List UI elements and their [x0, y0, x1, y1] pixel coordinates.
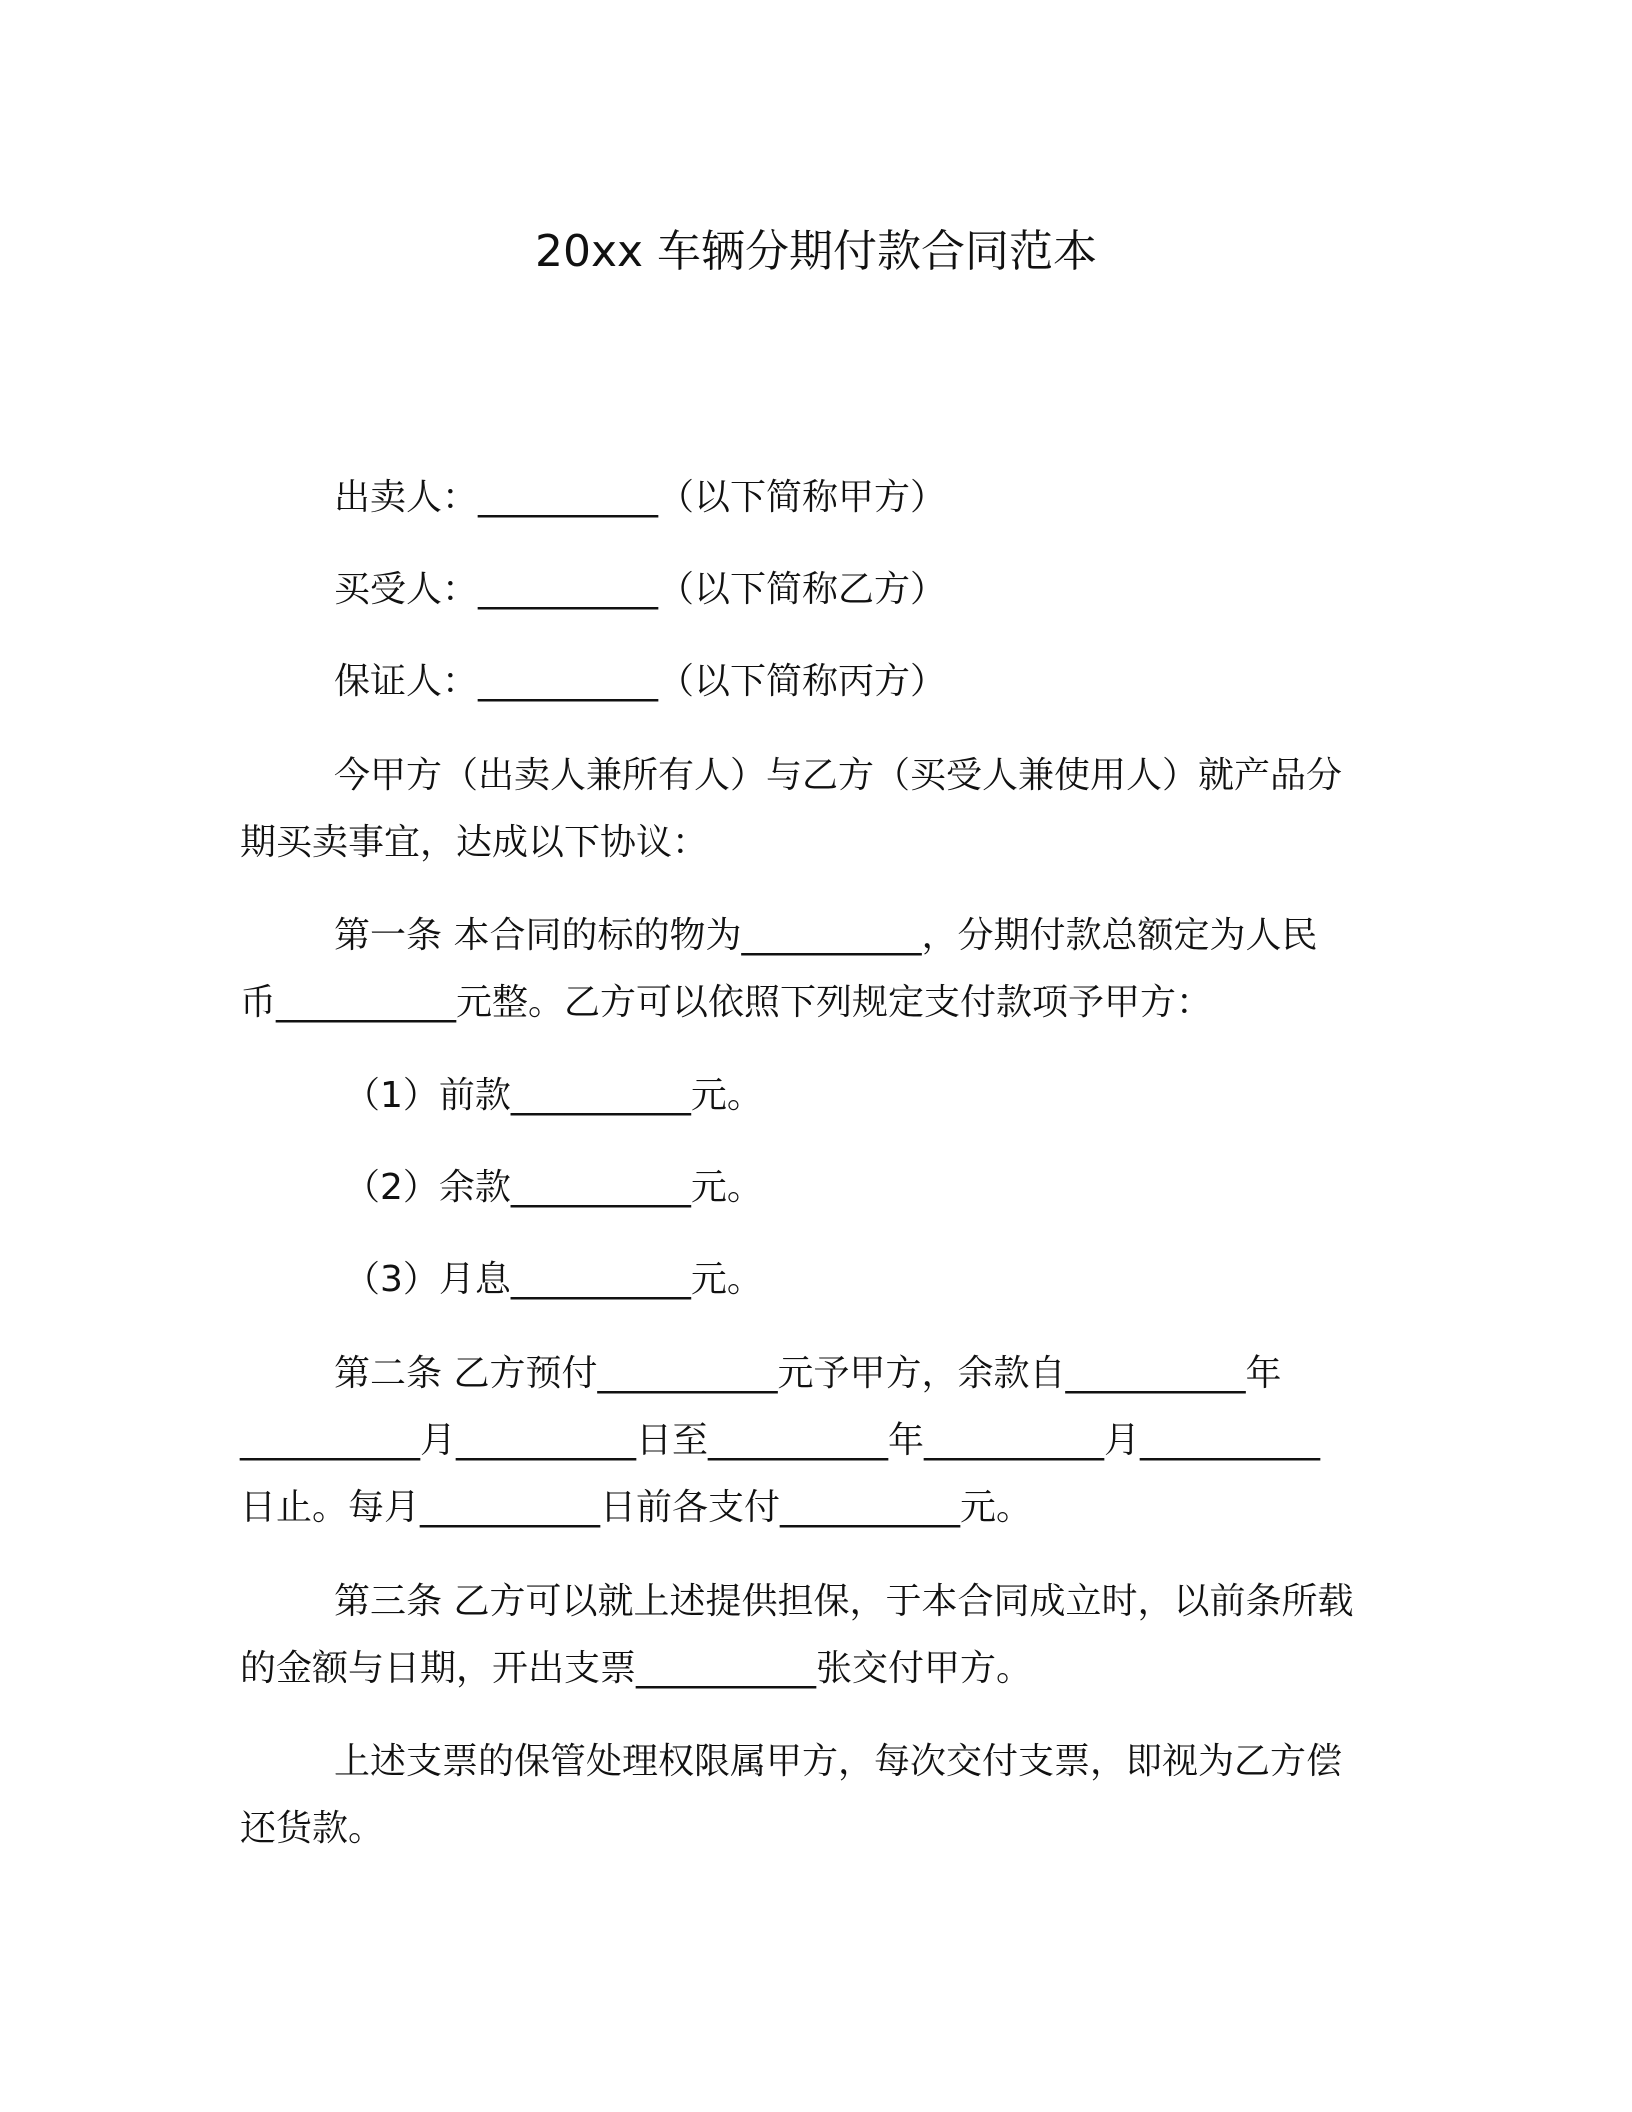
check-clause [240, 1728, 1392, 1862]
article-2 [240, 1340, 1392, 1541]
payment-item-monthly-interest: （3）月息__________元。 [344, 1259, 763, 1300]
payment-item-balance: （2）余款__________元。 [344, 1167, 763, 1208]
check-clause-line-2: 还货款。 [240, 1808, 385, 1849]
article-3 [240, 1568, 1392, 1702]
intro-line-2: 期买卖事宜，达成以下协议： [240, 822, 709, 863]
check-clause-line-1: 上述支票的保管处理权限属甲方，每次交付支票，即视为乙方偿 [334, 1741, 1343, 1782]
article-2-line-3: 日止。每月__________日前各支付__________元。 [240, 1487, 1033, 1528]
party-guarantor: 保证人：__________（以下简称丙方） [334, 661, 947, 702]
article-3-line-2: 的金额与日期，开出支票__________张交付甲方。 [240, 1648, 1033, 1689]
party-seller: 出卖人：__________（以下简称甲方） [334, 477, 947, 518]
article-1 [240, 902, 1392, 1036]
article-2-line-1: 第二条 乙方预付__________元予甲方，余款自__________年 [334, 1353, 1282, 1394]
intro-line-1: 今甲方（出卖人兼所有人）与乙方（买受人兼使用人）就产品分 [334, 755, 1343, 796]
payment-item-down-payment: （1）前款__________元。 [344, 1075, 763, 1116]
article-2-line-2: __________月__________日至__________年__________月__________ [240, 1420, 1320, 1461]
party-buyer: 买受人：__________（以下简称乙方） [334, 569, 947, 610]
article-1-line-1: 第一条 本合同的标的物为__________，分期付款总额定为人民 [334, 915, 1318, 956]
intro-paragraph [240, 742, 1392, 876]
article-1-line-2: 币__________元整。乙方可以依照下列规定支付款项予甲方： [240, 982, 1213, 1023]
article-3-line-1: 第三条 乙方可以就上述提供担保，于本合同成立时，以前条所载 [334, 1581, 1354, 1622]
document-title: 20xx 车辆分期付款合同范本 [534, 226, 1098, 277]
